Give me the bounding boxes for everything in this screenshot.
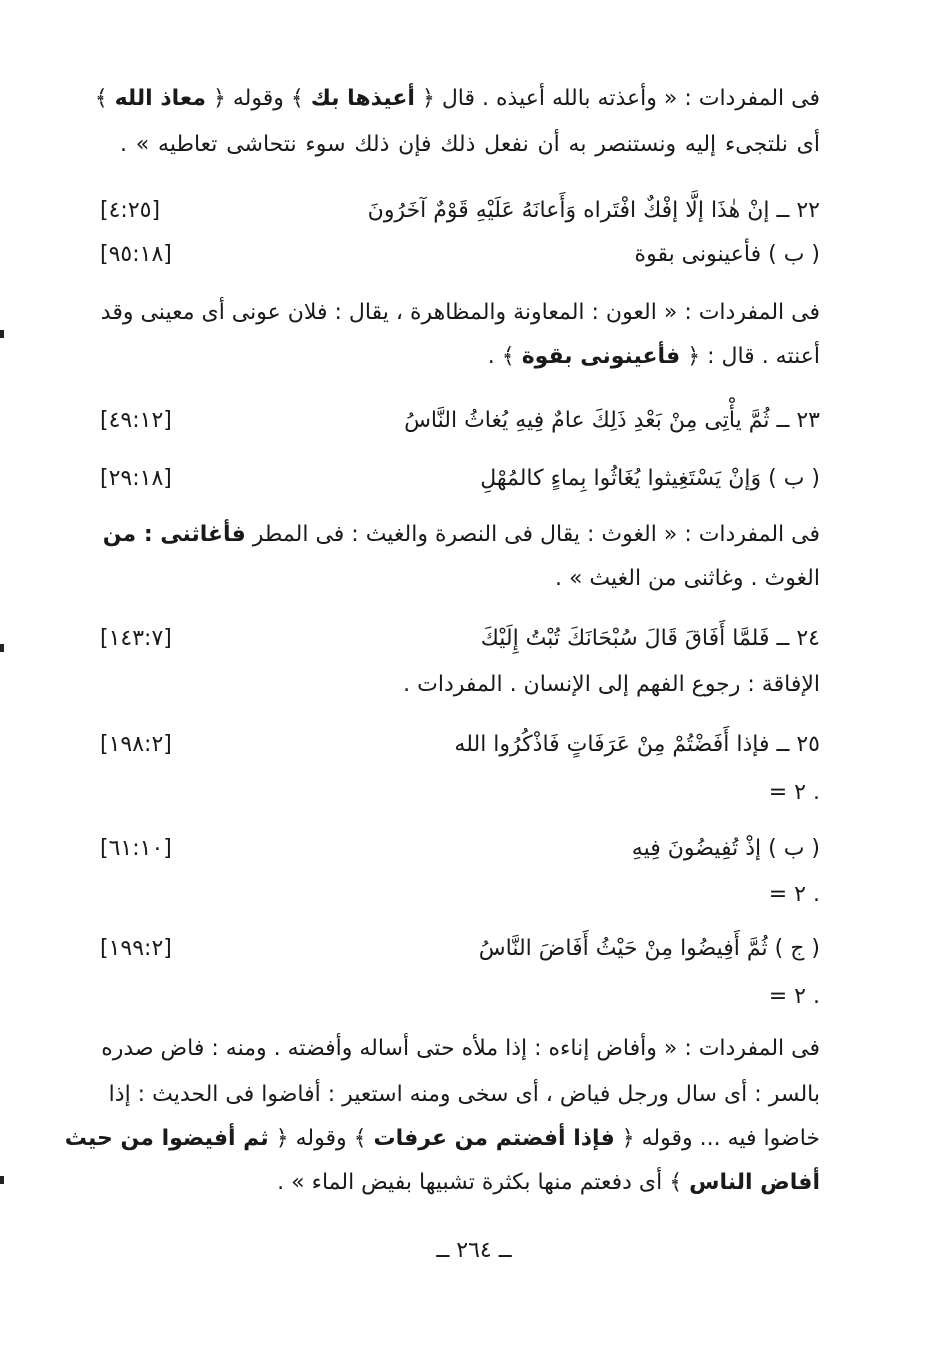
text-run: فى المفردات : « الغوث : يقال فى النصرة والغيث : فى المطر [252,522,820,547]
paragraph-1-line-1 [94,82,820,116]
text-run: خاضوا فيه ... وقوله ﴿ [621,1126,820,1151]
text-run: ﴾ أى دفعتم منها بكثرة تشبيها بفيض الماء » . [277,1170,683,1195]
paragraph-4-line-2: بالسر : أى سال ورجل فياض ، أى سخى ومنه استعير : أفاضوا فى الحديث : إذا [108,1082,820,1107]
verse-22b: ( ب ) فأعينونى بقوة [634,242,820,267]
verse-24: ٢٤ ــ فَلمَّا أَفَاقَ قَالَ سُبْحَانَكَ تُبْتُ إِلَيْكَ [480,626,820,651]
verse-25-ref: [١٩٨:٢] [100,732,172,757]
verse-25c: ( ج ) ثُمَّ أَفِيضُوا مِنْ حَيْثُ أَفَاضَ النَّاسُ [478,936,820,961]
verse-25c-equal: = ٢ . [768,984,820,1009]
verse-23-ref: [٤٩:١٢] [100,408,172,433]
scan-mark [0,644,4,652]
bold-quote: أعيذها بك [310,86,415,111]
verse-25: ٢٥ ــ فإذا أَفَضْتُمْ مِنْ عَرَفَاتٍ فَاذْكُرُوا الله [454,732,820,757]
bold-quote: فإذا أفضتم من عرفات [373,1126,615,1151]
bold-quote: ثم أفيضوا من حيث [64,1126,269,1151]
page-number: ــ ٢٦٤ ــ [436,1238,512,1263]
paragraph-4-line-4 [277,1166,820,1200]
paragraph-1-line-2: أى نلتجىء إليه ونستنصر به أن نفعل ذلك فإن ذلك سوء نتحاشى تعاطيه » . [120,132,820,157]
paragraph-2-line-1: فى المفردات : « العون : المعاونة والمظاهرة ، يقال : فلان عونى أى معينى وقد [100,300,820,325]
text-run: ﴾ [94,86,108,111]
verse-25b: ( ب ) إذْ تُفِيضُونَ فِيهِ [631,836,820,861]
verse-24-ref: [١٤٣:٧] [100,626,172,651]
bold-quote: أفاض الناس [689,1170,820,1195]
verse-25c-ref: [١٩٩:٢] [100,936,172,961]
text-run: ﴾ . [487,344,515,369]
paragraph-4-line-1: فى المفردات : « وأفاض إناءه : إذا ملأه حتى أساله وأفضته . ومنه : فاض صدره [101,1036,820,1061]
scan-mark [0,1176,4,1184]
verse-25b-equal: = ٢ . [768,882,820,907]
verse-22: ٢٢ ــ إنْ هٰذَا إلَّا إفْكٌ افْتَراه وَأَعانَهُ عَلَيْهِ قَوْمٌ آخَرُونَ [367,198,820,223]
bold-quote: فأغاثنى : من [102,522,246,547]
verse-23b-ref: [٢٩:١٨] [100,466,172,491]
paragraph-4-line-3 [64,1122,820,1156]
verse-25b-ref: [٦١:١٠] [100,836,172,861]
verse-25-equal: = ٢ . [768,780,820,805]
verse-23b: ( ب ) وَإنْ يَسْتَغِيثوا يُغَاثُوا بِماءٍ كالمُهْلِ [480,466,820,491]
verse-22-ref: [٤:٢٥] [100,198,161,223]
scan-mark [0,330,4,338]
paragraph-3-line-2: الغوث . وغاثنى من الغيث » . [554,566,820,591]
paragraph-3-line-1 [102,518,820,552]
text-run: فى المفردات : « وأعذته بالله أعيذه . قال ﴿ [421,86,820,111]
text-run: ﴾ وقوله ﴿ [212,86,304,111]
paragraph-2-line-2 [488,340,820,374]
text-run: أعنته . قال : ﴿ [687,344,820,369]
bold-quote: معاذ الله [114,86,206,111]
verse-22b-ref: [٩٥:١٨] [100,242,172,267]
bold-quote: فأعينونى بقوة [521,344,681,369]
verse-23: ٢٣ ــ ثُمَّ يأْتِى مِنْ بَعْدِ ذَلِكَ عامٌ فِيهِ يُغاثُ النَّاسُ [404,408,820,433]
text-run: ﴾ وقوله ﴿ [275,1126,367,1151]
verse-24-note: الإفاقة : رجوع الفهم إلى الإنسان . المفردات . [403,672,820,697]
